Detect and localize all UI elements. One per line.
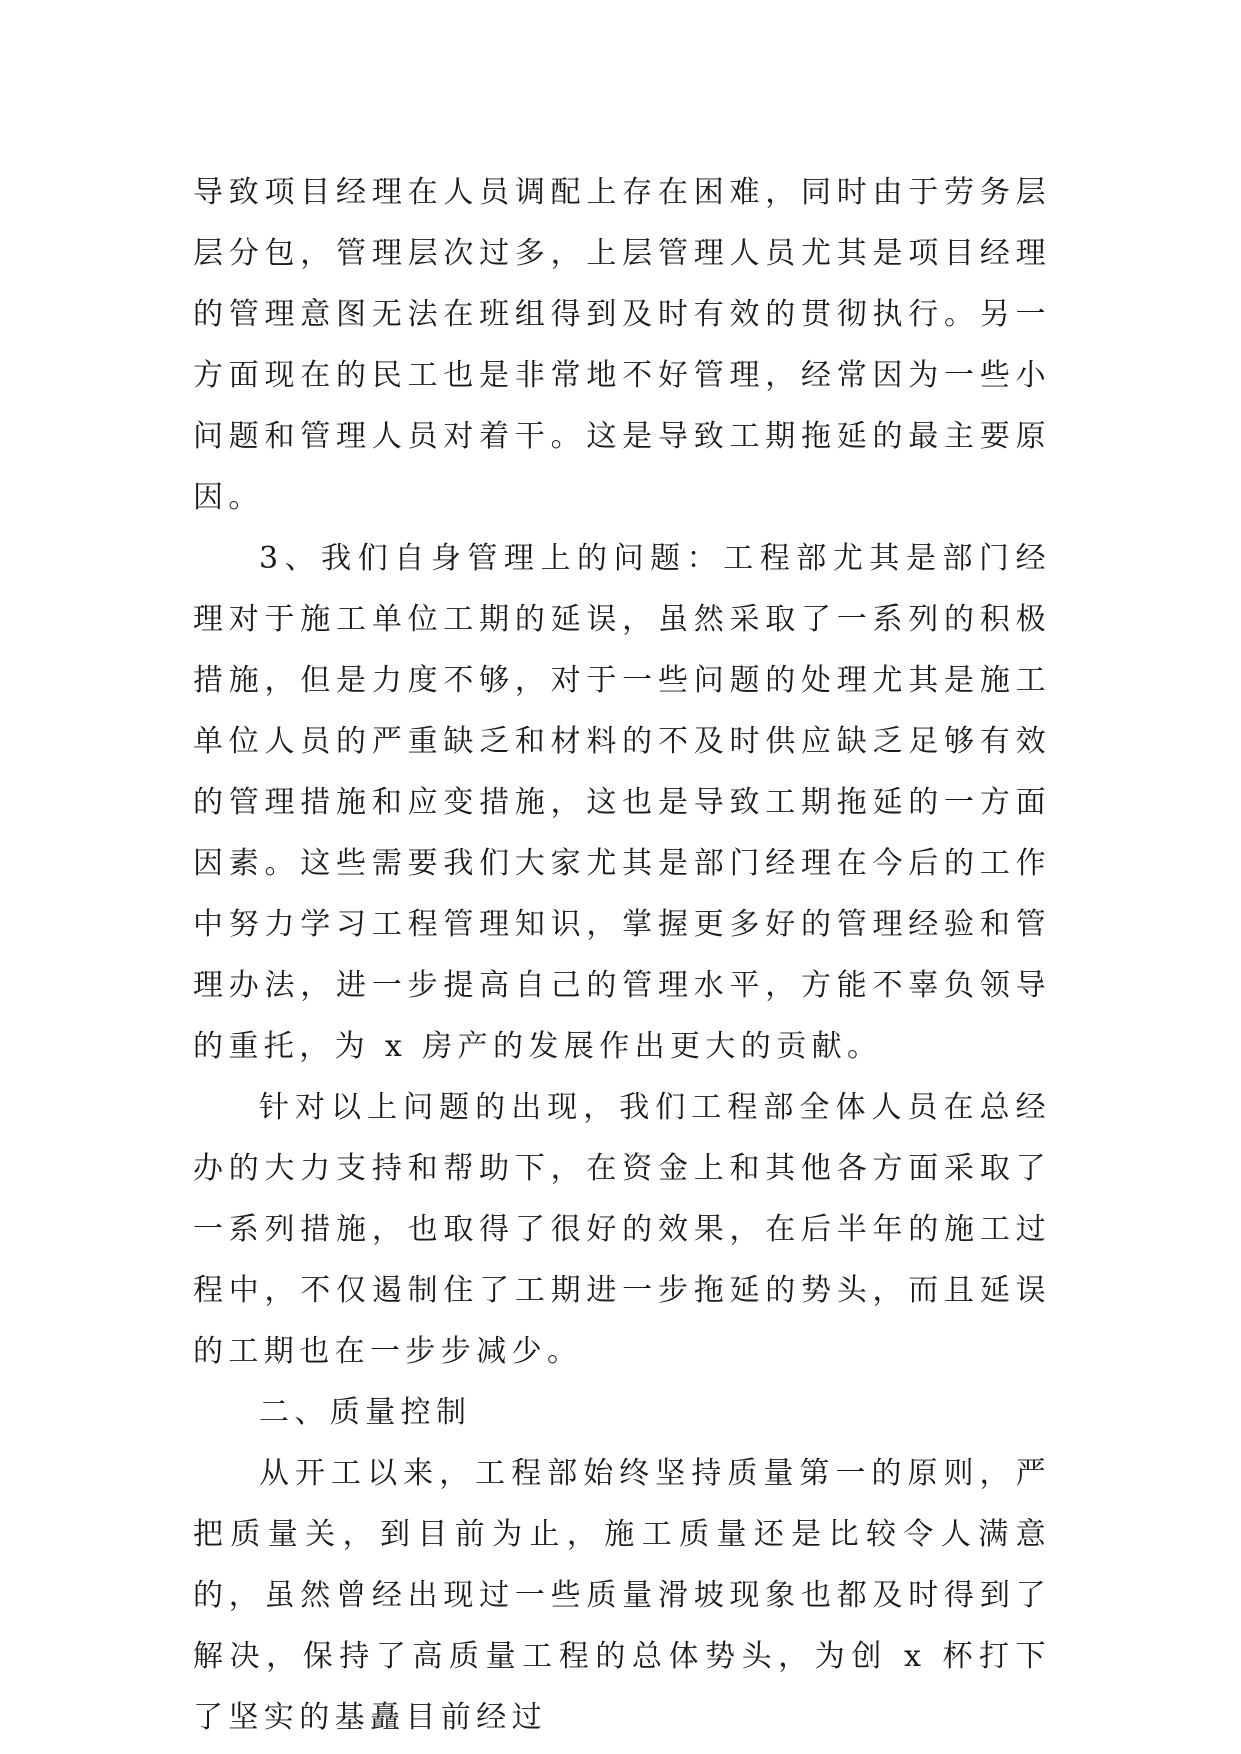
document-body xyxy=(193,162,1051,1748)
paragraph-measures-taken: 针对以上问题的出现，我们工程部全体人员在总经办的大力支持和帮助下，在资金上和其他各方面采取了一系列措施，也取得了很好的效果，在后半年的施工过程中，不仅遏制住了工期进一步拖延的势头，而且延误的工期也在一步步减少。 xyxy=(193,1090,1051,1369)
paragraph-continued-text: 导致项目经理在人员调配上存在困难，同时由于劳务层层分包，管理层次过多，上层管理人员尤其是项目经理的管理意图无法在班组得到及时有效的贯彻执行。另一方面现在的民工也是非常地不好管理，经常因为一些小问题和管理人员对着干。这是导致工期拖延的最主要原因。 xyxy=(193,175,1051,515)
paragraph-quality-principle: 从开工以来，工程部始终坚持质量第一的原则，严把质量关，到目前为止，施工质量还是比较令人满意的，虽然曾经出现过一些质量滑坡现象也都及时得到了解决，保持了高质量工程的总体势头，为创 x 杯打下了坚实的基矗目前经过 xyxy=(193,1456,1051,1735)
paragraph-self-management-issues: 3、我们自身管理上的问题：工程部尤其是部门经理对于施工单位工期的延误，虽然采取了一系列的积极措施，但是力度不够，对于一些问题的处理尤其是施工单位人员的严重缺乏和材料的不及时供应缺乏足够有效的管理措施和应变措施，这也是导致工期拖延的一方面因素。这些需要我们大家尤其是部门经理在今后的工作中努力学习工程管理知识，掌握更多好的管理经验和管理办法，进一步提高自己的管理水平，方能不辜负领导的重托，为 x 房产的发展作出更大的贡献。 xyxy=(193,541,1051,1064)
section-heading-quality-control: 二、质量控制 xyxy=(259,1395,472,1430)
